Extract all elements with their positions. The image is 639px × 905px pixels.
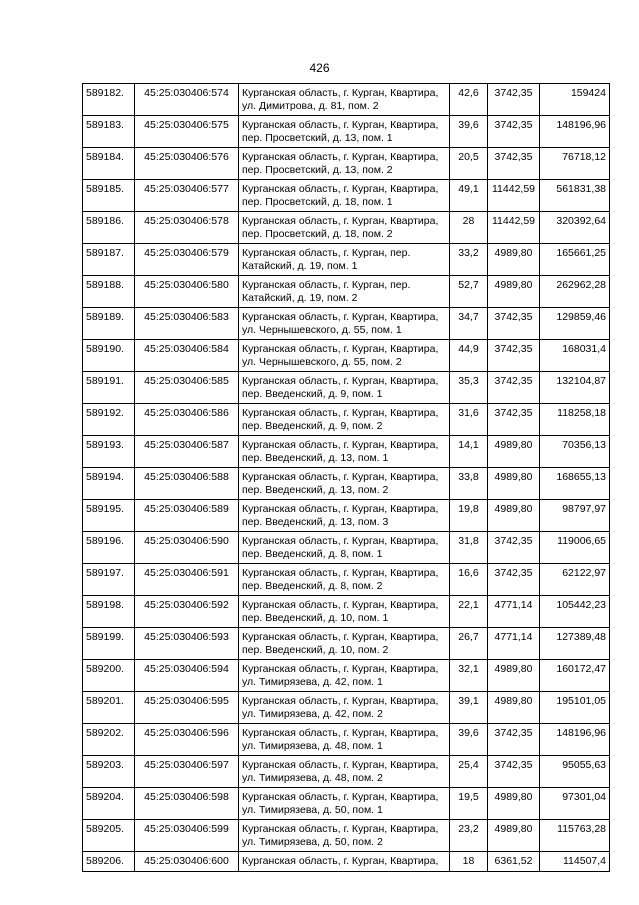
rate-cell: 4989,80 bbox=[488, 468, 540, 500]
address-cell bbox=[239, 692, 450, 724]
rate-cell: 4989,80 bbox=[488, 244, 540, 276]
table-row bbox=[83, 660, 610, 692]
row-number-cell: 589186. bbox=[83, 212, 135, 244]
address-cell bbox=[239, 532, 450, 564]
row-number-cell: 589200. bbox=[83, 660, 135, 692]
table-row bbox=[83, 724, 610, 756]
area-cell: 22,1 bbox=[450, 596, 488, 628]
address-line: ул. Тимирязева, д. 42, пом. 1 bbox=[242, 675, 383, 688]
row-number-cell: 589205. bbox=[83, 820, 135, 852]
row-number-cell: 589183. bbox=[83, 116, 135, 148]
area-cell: 23,2 bbox=[450, 820, 488, 852]
cadastral-cost-cell: 70356,13 bbox=[540, 436, 610, 468]
cadastral-number-cell: 45:25:030406:578 bbox=[135, 212, 239, 244]
row-number-cell: 589192. bbox=[83, 404, 135, 436]
address-cell bbox=[239, 116, 450, 148]
address-line: Курганская область, г. Курган, Квартира, bbox=[242, 567, 439, 579]
cadastral-cost-cell: 148196,96 bbox=[540, 116, 610, 148]
cadastral-cost-cell: 114507,4 bbox=[540, 852, 610, 872]
area-cell: 31,8 bbox=[450, 532, 488, 564]
address-cell bbox=[239, 404, 450, 436]
cadastral-cost-cell: 165661,25 bbox=[540, 244, 610, 276]
address-cell bbox=[239, 436, 450, 468]
address-line: ул. Чернышевского, д. 55, пом. 2 bbox=[242, 355, 402, 368]
rate-cell: 3742,35 bbox=[488, 564, 540, 596]
table-row bbox=[83, 756, 610, 788]
address-line: Курганская область, г. Курган, Квартира, bbox=[242, 663, 439, 675]
cadastral-cost-cell: 262962,28 bbox=[540, 276, 610, 308]
cadastral-number-cell: 45:25:030406:597 bbox=[135, 756, 239, 788]
rate-cell: 11442,59 bbox=[488, 212, 540, 244]
address-line: пер. Введенский, д. 13, пом. 2 bbox=[242, 483, 389, 496]
area-cell: 14,1 bbox=[450, 436, 488, 468]
cadastral-number-cell: 45:25:030406:591 bbox=[135, 564, 239, 596]
cadastral-number-cell: 45:25:030406:585 bbox=[135, 372, 239, 404]
table-row bbox=[83, 244, 610, 276]
cadastral-cost-cell: 129859,46 bbox=[540, 308, 610, 340]
cadastral-number-cell: 45:25:030406:575 bbox=[135, 116, 239, 148]
address-line: Курганская область, г. Курган, Квартира, bbox=[242, 823, 439, 835]
address-cell bbox=[239, 212, 450, 244]
cadastral-number-cell: 45:25:030406:577 bbox=[135, 180, 239, 212]
address-cell bbox=[239, 660, 450, 692]
cadastral-number-cell: 45:25:030406:589 bbox=[135, 500, 239, 532]
address-line: пер. Введенский, д. 10, пом. 1 bbox=[242, 611, 389, 624]
cadastral-number-cell: 45:25:030406:593 bbox=[135, 628, 239, 660]
table-row bbox=[83, 404, 610, 436]
cadastral-cost-cell: 98797,97 bbox=[540, 500, 610, 532]
table-row bbox=[83, 116, 610, 148]
row-number-cell: 589203. bbox=[83, 756, 135, 788]
table-row bbox=[83, 180, 610, 212]
cadastral-number-cell: 45:25:030406:588 bbox=[135, 468, 239, 500]
cadastral-number-cell: 45:25:030406:592 bbox=[135, 596, 239, 628]
cadastral-cost-cell: 115763,28 bbox=[540, 820, 610, 852]
address-line: ул. Тимирязева, д. 50, пом. 1 bbox=[242, 803, 383, 816]
cadastral-cost-cell: 132104,87 bbox=[540, 372, 610, 404]
area-cell: 28 bbox=[450, 212, 488, 244]
rate-cell: 3742,35 bbox=[488, 404, 540, 436]
cadastral-number-cell: 45:25:030406:579 bbox=[135, 244, 239, 276]
area-cell: 16,6 bbox=[450, 564, 488, 596]
rate-cell: 4989,80 bbox=[488, 692, 540, 724]
rate-cell: 4989,80 bbox=[488, 436, 540, 468]
address-line: пер. Просветский, д. 13, пом. 1 bbox=[242, 131, 393, 144]
table-row bbox=[83, 84, 610, 116]
address-line: Курганская область, г. Курган, Квартира, bbox=[242, 503, 439, 515]
rate-cell: 4989,80 bbox=[488, 820, 540, 852]
address-cell bbox=[239, 84, 450, 116]
table-row bbox=[83, 820, 610, 852]
cadastral-cost-cell: 62122,97 bbox=[540, 564, 610, 596]
address-line: пер. Введенский, д. 8, пом. 2 bbox=[242, 579, 383, 592]
rate-cell: 3742,35 bbox=[488, 116, 540, 148]
address-cell bbox=[239, 340, 450, 372]
address-line: ул. Чернышевского, д. 55, пом. 1 bbox=[242, 323, 402, 336]
address-line: Курганская область, г. Курган, Квартира, bbox=[242, 375, 439, 387]
cadastral-number-cell: 45:25:030406:580 bbox=[135, 276, 239, 308]
rate-cell: 3742,35 bbox=[488, 372, 540, 404]
rate-cell: 4771,14 bbox=[488, 596, 540, 628]
cadastral-number-cell: 45:25:030406:583 bbox=[135, 308, 239, 340]
area-cell: 25,4 bbox=[450, 756, 488, 788]
area-cell: 33,2 bbox=[450, 244, 488, 276]
cadastral-cost-cell: 168655,13 bbox=[540, 468, 610, 500]
row-number-cell: 589188. bbox=[83, 276, 135, 308]
address-line: Курганская область, г. Курган, Квартира, bbox=[242, 631, 439, 643]
table-row bbox=[83, 372, 610, 404]
area-cell: 39,6 bbox=[450, 724, 488, 756]
address-line: ул. Тимирязева, д. 42, пом. 2 bbox=[242, 707, 383, 720]
address-line: Курганская область, г. Курган, Квартира, bbox=[242, 599, 439, 611]
cadastral-cost-cell: 76718,12 bbox=[540, 148, 610, 180]
area-cell: 35,3 bbox=[450, 372, 488, 404]
address-line: Курганская область, г. Курган, Квартира, bbox=[242, 727, 439, 739]
address-line: пер. Введенский, д. 13, пом. 3 bbox=[242, 515, 389, 528]
address-line: пер. Введенский, д. 8, пом. 1 bbox=[242, 547, 383, 560]
cadastral-cost-cell: 159424 bbox=[540, 84, 610, 116]
address-line: ул. Тимирязева, д. 48, пом. 1 bbox=[242, 739, 383, 752]
address-line: Курганская область, г. Курган, Квартира, bbox=[242, 215, 439, 227]
rate-cell: 3742,35 bbox=[488, 340, 540, 372]
address-cell bbox=[239, 820, 450, 852]
address-cell bbox=[239, 596, 450, 628]
address-line: пер. Введенский, д. 10, пом. 2 bbox=[242, 643, 389, 656]
rate-cell: 4989,80 bbox=[488, 788, 540, 820]
area-cell: 19,5 bbox=[450, 788, 488, 820]
cadastral-number-cell: 45:25:030406:590 bbox=[135, 532, 239, 564]
table-row bbox=[83, 308, 610, 340]
cadastral-cost-cell: 127389,48 bbox=[540, 628, 610, 660]
area-cell: 39,1 bbox=[450, 692, 488, 724]
address-line: Курганская область, г. Курган, Квартира, bbox=[242, 791, 439, 803]
address-line: Курганская область, г. Курган, Квартира, bbox=[242, 343, 439, 355]
cadastral-cost-cell: 119006,65 bbox=[540, 532, 610, 564]
address-cell bbox=[239, 276, 450, 308]
address-line: Курганская область, г. Курган, Квартира, bbox=[242, 407, 439, 419]
area-cell: 20,5 bbox=[450, 148, 488, 180]
cadastral-cost-cell: 561831,38 bbox=[540, 180, 610, 212]
row-number-cell: 589197. bbox=[83, 564, 135, 596]
area-cell: 52,7 bbox=[450, 276, 488, 308]
address-line: ул. Тимирязева, д. 48, пом. 2 bbox=[242, 771, 383, 784]
row-number-cell: 589198. bbox=[83, 596, 135, 628]
row-number-cell: 589199. bbox=[83, 628, 135, 660]
address-cell bbox=[239, 852, 450, 872]
address-line: Курганская область, г. Курган, Квартира, bbox=[242, 183, 439, 195]
table-row bbox=[83, 628, 610, 660]
row-number-cell: 589204. bbox=[83, 788, 135, 820]
table-row bbox=[83, 564, 610, 596]
row-number-cell: 589206. bbox=[83, 852, 135, 872]
cadastral-number-cell: 45:25:030406:594 bbox=[135, 660, 239, 692]
area-cell: 33,8 bbox=[450, 468, 488, 500]
cadastral-cost-cell: 148196,96 bbox=[540, 724, 610, 756]
cadastral-number-cell: 45:25:030406:599 bbox=[135, 820, 239, 852]
cadastral-number-cell: 45:25:030406:574 bbox=[135, 84, 239, 116]
address-line: Курганская область, г. Курган, Квартира, bbox=[242, 535, 439, 547]
area-cell: 39,6 bbox=[450, 116, 488, 148]
table-row bbox=[83, 468, 610, 500]
cadastral-number-cell: 45:25:030406:584 bbox=[135, 340, 239, 372]
cadastral-cost-cell: 160172,47 bbox=[540, 660, 610, 692]
registry-table bbox=[82, 83, 610, 872]
address-cell bbox=[239, 500, 450, 532]
area-cell: 32,1 bbox=[450, 660, 488, 692]
address-cell bbox=[239, 180, 450, 212]
cadastral-number-cell: 45:25:030406:596 bbox=[135, 724, 239, 756]
address-line: Курганская область, г. Курган, Квартира, bbox=[242, 855, 439, 867]
cadastral-cost-cell: 95055,63 bbox=[540, 756, 610, 788]
area-cell: 31,6 bbox=[450, 404, 488, 436]
rate-cell: 6361,52 bbox=[488, 852, 540, 872]
row-number-cell: 589201. bbox=[83, 692, 135, 724]
address-line: Курганская область, г. Курган, Квартира, bbox=[242, 311, 439, 323]
rate-cell: 3742,35 bbox=[488, 148, 540, 180]
table-row bbox=[83, 436, 610, 468]
address-cell bbox=[239, 148, 450, 180]
row-number-cell: 589191. bbox=[83, 372, 135, 404]
address-line: ул. Тимирязева, д. 50, пом. 2 bbox=[242, 835, 383, 848]
address-line: Курганская область, г. Курган, Квартира, bbox=[242, 119, 439, 131]
row-number-cell: 589182. bbox=[83, 84, 135, 116]
area-cell: 34,7 bbox=[450, 308, 488, 340]
rate-cell: 4771,14 bbox=[488, 628, 540, 660]
row-number-cell: 589193. bbox=[83, 436, 135, 468]
cadastral-number-cell: 45:25:030406:576 bbox=[135, 148, 239, 180]
address-line: пер. Введенский, д. 9, пом. 1 bbox=[242, 387, 383, 400]
address-cell bbox=[239, 308, 450, 340]
page-number: 426 bbox=[309, 61, 330, 75]
cadastral-number-cell: 45:25:030406:595 bbox=[135, 692, 239, 724]
table-row bbox=[83, 148, 610, 180]
address-line: Курганская область, г. Курган, пер. bbox=[242, 279, 411, 291]
table-row bbox=[83, 852, 610, 872]
address-line: Курганская область, г. Курган, пер. bbox=[242, 247, 411, 259]
table-row bbox=[83, 692, 610, 724]
area-cell: 26,7 bbox=[450, 628, 488, 660]
registry-table-body bbox=[83, 84, 610, 872]
rate-cell: 3742,35 bbox=[488, 756, 540, 788]
row-number-cell: 589187. bbox=[83, 244, 135, 276]
rate-cell: 11442,59 bbox=[488, 180, 540, 212]
address-cell bbox=[239, 788, 450, 820]
row-number-cell: 589189. bbox=[83, 308, 135, 340]
cadastral-cost-cell: 320392,64 bbox=[540, 212, 610, 244]
cadastral-number-cell: 45:25:030406:587 bbox=[135, 436, 239, 468]
table-row bbox=[83, 532, 610, 564]
table-row bbox=[83, 596, 610, 628]
address-cell bbox=[239, 564, 450, 596]
row-number-cell: 589195. bbox=[83, 500, 135, 532]
table-row bbox=[83, 212, 610, 244]
row-number-cell: 589190. bbox=[83, 340, 135, 372]
rate-cell: 4989,80 bbox=[488, 660, 540, 692]
rate-cell: 4989,80 bbox=[488, 500, 540, 532]
address-line: Курганская область, г. Курган, Квартира, bbox=[242, 695, 439, 707]
row-number-cell: 589202. bbox=[83, 724, 135, 756]
cadastral-cost-cell: 97301,04 bbox=[540, 788, 610, 820]
address-line: Курганская область, г. Курган, Квартира, bbox=[242, 759, 439, 771]
area-cell: 19,8 bbox=[450, 500, 488, 532]
area-cell: 44,9 bbox=[450, 340, 488, 372]
table-row bbox=[83, 500, 610, 532]
table-row bbox=[83, 276, 610, 308]
row-number-cell: 589196. bbox=[83, 532, 135, 564]
address-line: пер. Просветский, д. 13, пом. 2 bbox=[242, 163, 393, 176]
address-cell bbox=[239, 628, 450, 660]
address-line: ул. Димитрова, д. 81, пом. 2 bbox=[242, 99, 379, 112]
rate-cell: 3742,35 bbox=[488, 532, 540, 564]
area-cell: 18 bbox=[450, 852, 488, 872]
cadastral-cost-cell: 195101,05 bbox=[540, 692, 610, 724]
address-line: пер. Просветский, д. 18, пом. 2 bbox=[242, 227, 393, 240]
row-number-cell: 589184. bbox=[83, 148, 135, 180]
cadastral-number-cell: 45:25:030406:598 bbox=[135, 788, 239, 820]
address-cell bbox=[239, 244, 450, 276]
rate-cell: 3742,35 bbox=[488, 724, 540, 756]
address-line: Катайский, д. 19, пом. 1 bbox=[242, 259, 358, 272]
cadastral-cost-cell: 168031,4 bbox=[540, 340, 610, 372]
address-line: Курганская область, г. Курган, Квартира, bbox=[242, 87, 439, 99]
address-cell bbox=[239, 724, 450, 756]
rate-cell: 3742,35 bbox=[488, 308, 540, 340]
area-cell: 42,6 bbox=[450, 84, 488, 116]
address-line: Курганская область, г. Курган, Квартира, bbox=[242, 151, 439, 163]
rate-cell: 3742,35 bbox=[488, 84, 540, 116]
address-line: Катайский, д. 19, пом. 2 bbox=[242, 291, 358, 304]
table-row bbox=[83, 788, 610, 820]
area-cell: 49,1 bbox=[450, 180, 488, 212]
cadastral-cost-cell: 105442,23 bbox=[540, 596, 610, 628]
cadastral-cost-cell: 118258,18 bbox=[540, 404, 610, 436]
table-row bbox=[83, 340, 610, 372]
row-number-cell: 589185. bbox=[83, 180, 135, 212]
address-line: пер. Просветский, д. 18, пом. 1 bbox=[242, 195, 393, 208]
cadastral-number-cell: 45:25:030406:600 bbox=[135, 852, 239, 872]
address-line: Курганская область, г. Курган, Квартира, bbox=[242, 439, 439, 451]
row-number-cell: 589194. bbox=[83, 468, 135, 500]
address-line: пер. Введенский, д. 13, пом. 1 bbox=[242, 451, 389, 464]
address-cell bbox=[239, 756, 450, 788]
address-cell bbox=[239, 372, 450, 404]
cadastral-number-cell: 45:25:030406:586 bbox=[135, 404, 239, 436]
address-line: Курганская область, г. Курган, Квартира, bbox=[242, 471, 439, 483]
rate-cell: 4989,80 bbox=[488, 276, 540, 308]
address-cell bbox=[239, 468, 450, 500]
address-line: пер. Введенский, д. 9, пом. 2 bbox=[242, 419, 383, 432]
